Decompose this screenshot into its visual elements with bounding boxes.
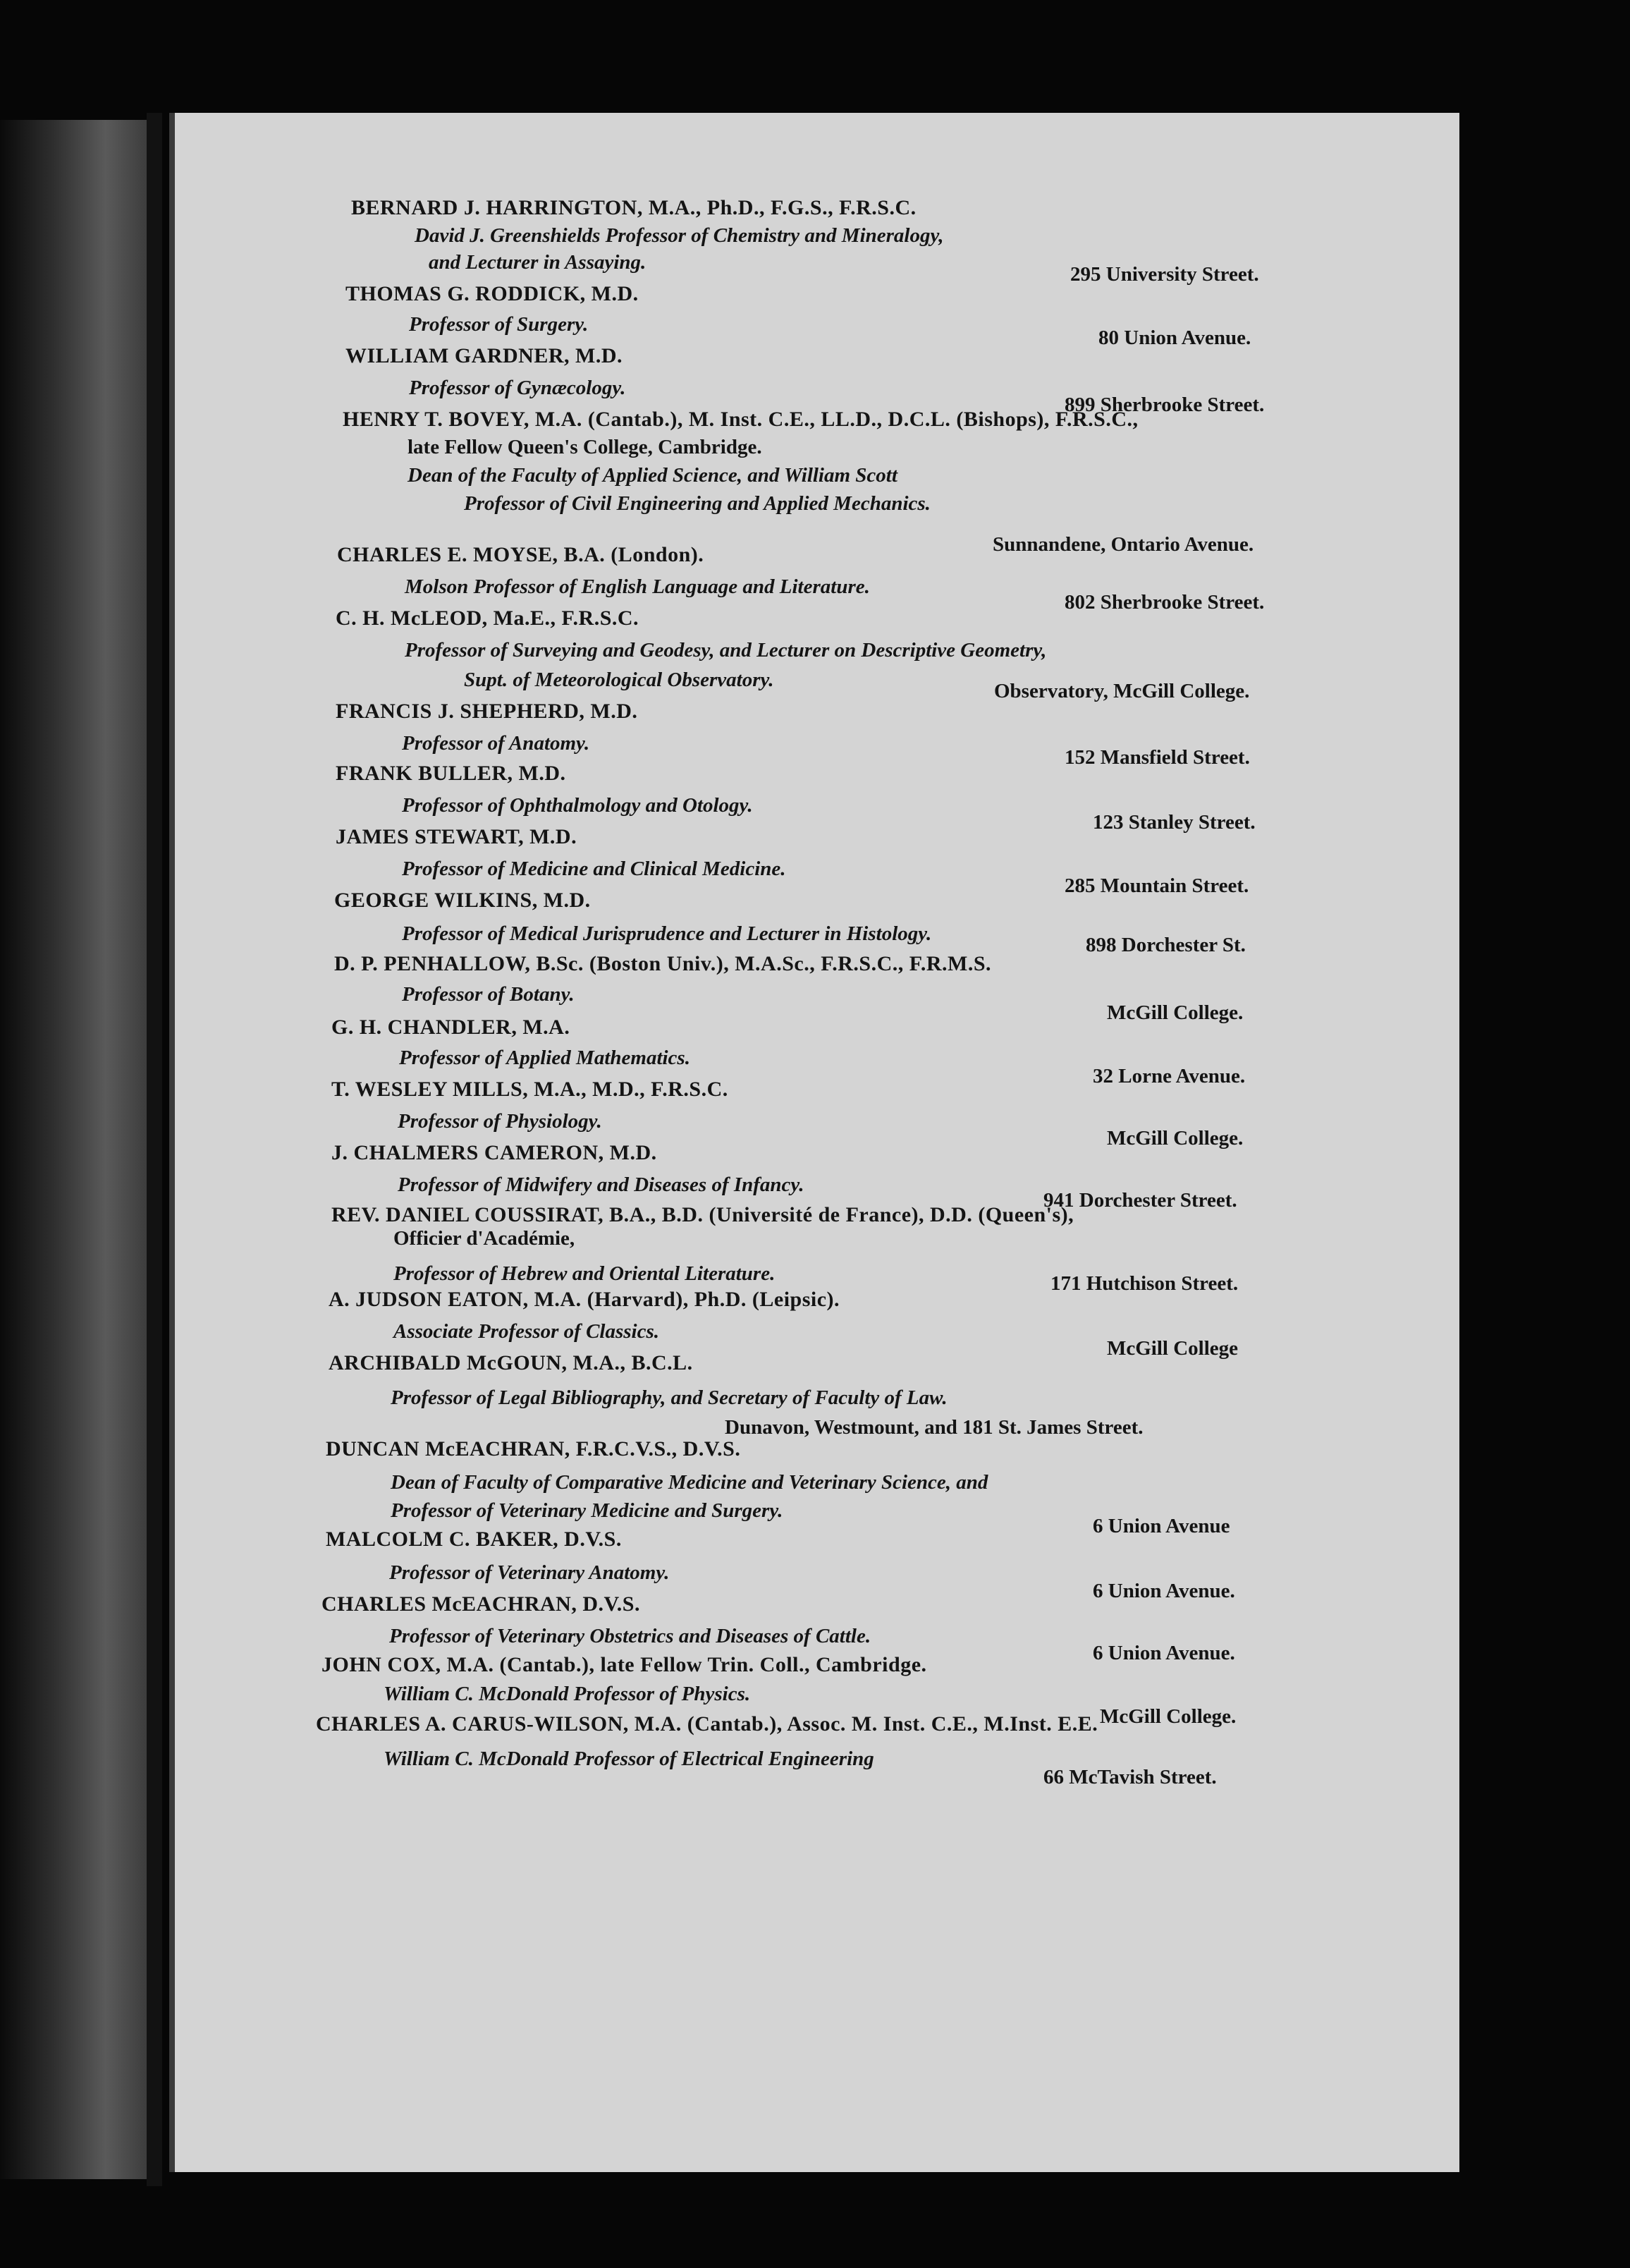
entry-title: Supt. of Meteorological Observatory.: [464, 669, 774, 691]
entry-name: T. WESLEY MILLS, M.A., M.D., F.R.S.C.: [331, 1078, 728, 1101]
entry-title: Professor of Medical Jurisprudence and Lecturer in Histology.: [402, 922, 932, 945]
entry-title: Professor of Gynæcology.: [409, 377, 626, 399]
entry-name: D. P. PENHALLOW, B.Sc. (Boston Univ.), M.A.Sc., F.R.S.C., F.R.M.S.: [334, 952, 992, 975]
entry-title: Professor of Veterinary Anatomy.: [389, 1561, 670, 1584]
document-page: [169, 113, 1459, 2172]
entry-address: McGill College: [1107, 1337, 1239, 1360]
entry-title: Professor of Surgery.: [409, 313, 589, 336]
entry-address: McGill College.: [1100, 1705, 1237, 1728]
entry-address: Sunnandene, Ontario Avenue.: [993, 533, 1254, 556]
book-gutter: [147, 113, 162, 2186]
entry-title: Professor of Botany.: [402, 983, 575, 1006]
entry-address: 32 Lorne Avenue.: [1093, 1065, 1246, 1087]
entry-title: William C. McDonald Professor of Physics.: [384, 1683, 751, 1705]
entry-address: 171 Hutchison Street.: [1050, 1272, 1239, 1295]
entry-name: BERNARD J. HARRINGTON, M.A., Ph.D., F.G.S., F.R.S.C.: [351, 196, 917, 219]
entry-title: Professor of Ophthalmology and Otology.: [402, 794, 753, 817]
entry-title: Dean of the Faculty of Applied Science, and William Scott: [408, 464, 897, 487]
entry-name: J. CHALMERS CAMERON, M.D.: [331, 1141, 657, 1164]
entry-name: CHARLES A. CARUS-WILSON, M.A. (Cantab.), Assoc. M. Inst. C.E., M.Inst. E.E.: [316, 1712, 1098, 1736]
entry-name: DUNCAN McEACHRAN, F.R.C.V.S., D.V.S.: [326, 1437, 741, 1461]
entry-name: JAMES STEWART, M.D.: [336, 825, 577, 848]
entry-name: FRANK BULLER, M.D.: [336, 762, 566, 785]
entry-address: 6 Union Avenue: [1093, 1515, 1230, 1537]
entry-title: Dean of Faculty of Comparative Medicine and Veterinary Science, and: [391, 1471, 988, 1494]
entry-name: CHARLES McEACHRAN, D.V.S.: [321, 1592, 640, 1616]
entry-address: Dunavon, Westmount, and 181 St. James Street.: [725, 1416, 1144, 1439]
entry-address: Observatory, McGill College.: [994, 680, 1250, 702]
entry-title: Professor of Civil Engineering and Applied Mechanics.: [464, 492, 931, 515]
entry-address: 899 Sherbrooke Street.: [1065, 394, 1265, 416]
entry-address: 66 McTavish Street.: [1043, 1766, 1217, 1788]
entry-title: Professor of Veterinary Medicine and Surgery.: [391, 1499, 783, 1522]
entry-title: Professor of Midwifery and Diseases of Infancy.: [398, 1173, 804, 1196]
entry-name-continued: Officier d'Académie,: [393, 1227, 575, 1250]
entry-title: Professor of Veterinary Obstetrics and Diseases of Cattle.: [389, 1625, 871, 1647]
entry-address: 941 Dorchester Street.: [1043, 1189, 1237, 1212]
entry-title: Professor of Hebrew and Oriental Literature.: [393, 1262, 776, 1285]
entry-name: JOHN COX, M.A. (Cantab.), late Fellow Trin. Coll., Cambridge.: [321, 1653, 927, 1676]
entry-name-continued: late Fellow Queen's College, Cambridge.: [408, 436, 762, 458]
entry-title: Professor of Anatomy.: [402, 732, 590, 755]
entry-address: 6 Union Avenue.: [1093, 1642, 1235, 1664]
entry-name: CHARLES E. MOYSE, B.A. (London).: [337, 543, 704, 566]
entry-address: 285 Mountain Street.: [1065, 874, 1249, 897]
entry-address: 6 Union Avenue.: [1093, 1580, 1235, 1602]
entry-name: HENRY T. BOVEY, M.A. (Cantab.), M. Inst. C.E., LL.D., D.C.L. (Bishops), F.R.S.C.,: [343, 408, 1139, 431]
entry-address: 80 Union Avenue.: [1098, 327, 1251, 349]
facing-page-edge: [0, 120, 151, 2179]
entry-title: Professor of Surveying and Geodesy, and Lecturer on Descriptive Geometry,: [405, 639, 1047, 662]
entry-title: Professor of Applied Mathematics.: [399, 1047, 690, 1069]
entry-title: Professor of Legal Bibliography, and Secretary of Faculty of Law.: [391, 1386, 948, 1409]
entry-name: GEORGE WILKINS, M.D.: [334, 889, 591, 912]
entry-name: MALCOLM C. BAKER, D.V.S.: [326, 1528, 622, 1551]
entry-name: REV. DANIEL COUSSIRAT, B.A., B.D. (Université de France), D.D. (Queen's),: [331, 1203, 1074, 1226]
entry-name: A. JUDSON EATON, M.A. (Harvard), Ph.D. (Leipsic).: [329, 1288, 840, 1311]
entry-address: 152 Mansfield Street.: [1065, 746, 1250, 769]
entry-address: 295 University Street.: [1070, 263, 1259, 286]
entry-title: and Lecturer in Assaying.: [429, 251, 647, 274]
entry-name: WILLIAM GARDNER, M.D.: [345, 344, 623, 367]
entry-address: McGill College.: [1107, 1001, 1244, 1024]
entry-name: ARCHIBALD McGOUN, M.A., B.C.L.: [329, 1351, 693, 1374]
entry-name: C. H. McLEOD, Ma.E., F.R.S.C.: [336, 606, 639, 630]
entry-title: Professor of Medicine and Clinical Medicine.: [402, 858, 786, 880]
entry-title: Professor of Physiology.: [398, 1110, 602, 1133]
entry-name: FRANCIS J. SHEPHERD, M.D.: [336, 700, 638, 723]
entry-title: Molson Professor of English Language and Literature.: [405, 575, 870, 598]
entry-title: William C. McDonald Professor of Electrical Engineering: [384, 1748, 874, 1770]
entry-address: McGill College.: [1107, 1127, 1244, 1150]
entry-name: G. H. CHANDLER, M.A.: [331, 1016, 570, 1039]
entry-title: David J. Greenshields Professor of Chemistry and Mineralogy,: [415, 224, 944, 247]
entry-address: 123 Stanley Street.: [1093, 811, 1256, 834]
entry-address: 898 Dorchester St.: [1086, 934, 1246, 956]
entry-name: THOMAS G. RODDICK, M.D.: [345, 282, 639, 305]
entry-address: 802 Sherbrooke Street.: [1065, 591, 1265, 614]
entry-title: Associate Professor of Classics.: [393, 1320, 659, 1343]
